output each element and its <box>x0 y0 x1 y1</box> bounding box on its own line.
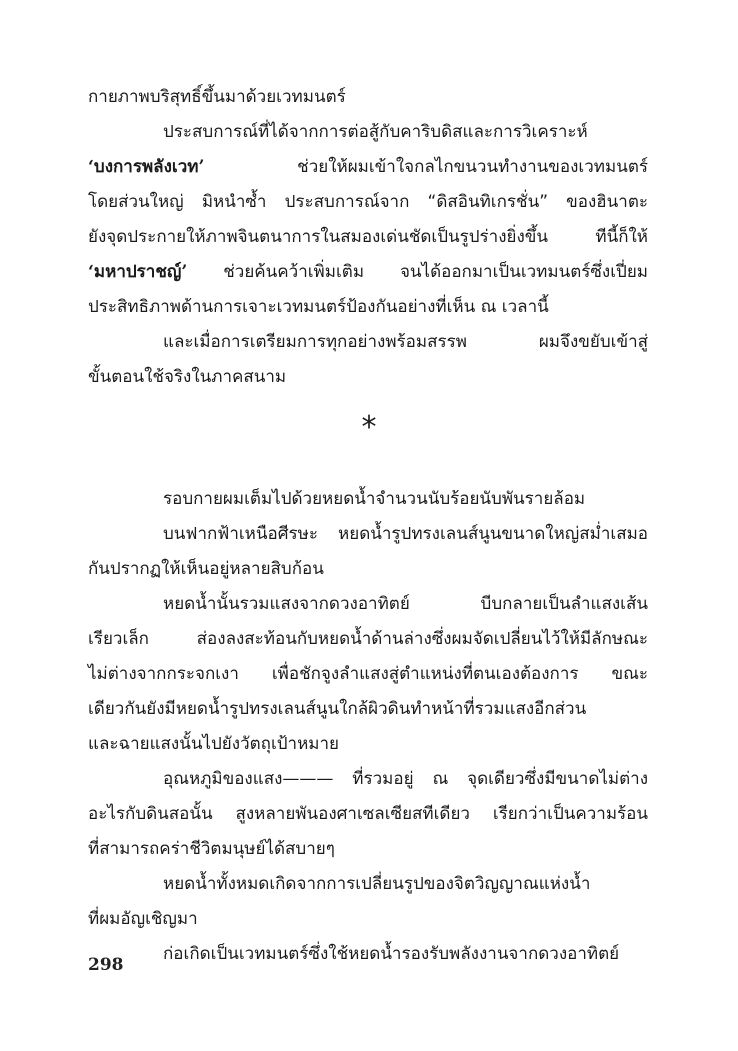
text-line: รอบกายผมเต็มไปด้วยหยดน้ำจำนวนนับร้อยนับพันรายล้อม <box>163 489 586 509</box>
text-line: อุณหภูมิของแสง——— ที่รวมอยู่ ณ จุดเดียวซึ่งมีขนาดไม่ต่าง <box>163 769 648 789</box>
text-line <box>88 255 648 290</box>
text-line: กันปรากฏให้เห็นอยู่หลายสิบก้อน <box>88 559 324 579</box>
text-line: และฉายแสงนั้นไปยังวัตถุเป้าหมาย <box>88 734 340 754</box>
text-line: เรียวเล็ก ส่องลงสะท้อนกับหยดน้ำด้านล่างซึ่งผมจัดเปลี่ยนไว้ให้มีลักษณะ <box>88 629 648 649</box>
text-section-2 <box>88 482 648 972</box>
text-line: ยังจุดประกายให้ภาพจินตนาการในสมองเด่นชัดเป็นรูปร่างยิ่งขึ้น ทีนี้ก็ให้ <box>88 227 648 247</box>
text-line: ที่สามารถคร่าชีวิตมนุษย์ได้สบายๆ <box>88 839 335 859</box>
bold-term: ‘บงการพลังเวท’ <box>88 157 205 177</box>
text-fragment: ช่วยค้นคว้าเพิ่มเติม จนได้ออกมาเป็นเวทมนตร์ซึ่งเปี่ยม <box>187 262 648 282</box>
text-line: ที่ผมอัญเชิญมา <box>88 909 198 929</box>
text-line: ไม่ต่างจากกระจกเงา เพื่อชักจูงลำแสงสู่ตำแหน่งที่ตนเองต้องการ ขณะ <box>88 664 648 684</box>
text-line: ประสบการณ์ที่ได้จากการต่อสู้กับคาริบดิสและการวิเคราะห์ <box>163 122 588 142</box>
text-line <box>88 150 648 185</box>
text-line: เดียวกันยังมีหยดน้ำรูปทรงเลนส์นูนใกล้ผิวดินทำหน้าที่รวมแสงอีกส่วน <box>88 699 587 719</box>
text-fragment: ช่วยให้ผมเข้าใจกลไกขนวนทำงานของเวทมนตร์ <box>204 157 648 177</box>
page-number: 298 <box>88 955 124 975</box>
text-line: กายภาพบริสุทธิ์ขึ้นมาด้วยเวทมนตร์ <box>88 87 346 107</box>
text-line: หยดน้ำทั้งหมดเกิดจากการเปลี่ยนรูปของจิตวิญญาณแห่งน้ำ <box>163 874 591 894</box>
text-line: บนฟากฟ้าเหนือศีรษะ หยดน้ำรูปทรงเลนส์นูนขนาดใหญ่สม่ำเสมอ <box>163 524 648 544</box>
section-separator: * <box>361 410 377 445</box>
text-line: ขั้นตอนใช้จริงในภาคสนาม <box>88 367 287 387</box>
bold-term: ‘มหาปราชญ์’ <box>88 262 188 282</box>
text-line: และเมื่อการเตรียมการทุกอย่างพร้อมสรรพ ผมจึงขยับเข้าสู่ <box>163 332 648 352</box>
text-line: ก่อเกิดเป็นเวทมนตร์ซึ่งใช้หยดน้ำรองรับพลังงานจากดวงอาทิตย์ <box>163 944 620 964</box>
text-section-1 <box>88 80 648 395</box>
text-line: ประสิทธิภาพด้านการเจาะเวทมนตร์ป้องกันอย่างที่เห็น ณ เวลานี้ <box>88 297 549 317</box>
text-line: โดยส่วนใหญ่ มิหนำซ้ำ ประสบการณ์จาก “ดิสอินทิเกรชั่น” ของฮินาตะ <box>88 192 648 212</box>
text-line: อะไรกับดินสอนั้น สูงหลายพันองศาเซลเซียสทีเดียว เรียกว่าเป็นความร้อน <box>88 804 648 824</box>
text-line: หยดน้ำนั้นรวมแสงจากดวงอาทิตย์ บีบกลายเป็นลำแสงเส้น <box>163 594 648 614</box>
